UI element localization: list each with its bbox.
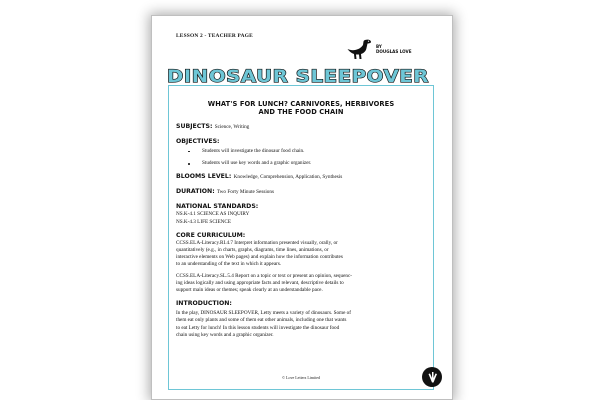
byline-by: BY xyxy=(376,44,382,49)
core-p1-line: to an understanding of the text in which it appears. xyxy=(176,260,282,267)
core-p2-line: ing ideas logically and using appropriate facts and relevant, descriptive details to xyxy=(176,280,344,287)
subjects-value: Science, Writing xyxy=(214,124,250,130)
core-p2-line: CCSS.ELA-Literacy.SL.5.4 Report on a topic or text or present an opinion, sequenc- xyxy=(176,273,352,280)
standard-item: NS.K-4.1 SCIENCE AS INQUIRY xyxy=(176,211,250,218)
dinosaur-sleepover-title-banner xyxy=(160,65,436,87)
core-curriculum-label: CORE CURRICULUM: xyxy=(176,231,246,239)
lesson-label: LESSON 2 - TEACHER PAGE xyxy=(176,33,253,39)
dinosaur-logo-icon xyxy=(347,38,377,60)
intro-line: to eat Letty for lunch! In this lesson students will investigate the dinosaur food xyxy=(176,324,340,331)
lesson-title-line-2: AND THE FOOD CHAIN xyxy=(258,108,344,116)
lesson-title-line-1: WHAT'S FOR LUNCH? CARNIVORES, HERBIVORES xyxy=(207,100,395,108)
introduction-section xyxy=(176,300,426,338)
objective-item: Students will use key words and a graphic organizer. xyxy=(186,160,426,167)
duration-row xyxy=(176,188,426,196)
standards-label: NATIONAL STANDARDS: xyxy=(176,203,259,211)
teacher-page-sheet xyxy=(152,16,452,399)
core-paragraph-1 xyxy=(176,240,426,268)
core-curriculum-section xyxy=(176,232,426,295)
core-p2-line: support main ideas or themes; speak clearly at an understandable pace. xyxy=(176,287,323,294)
lesson-title xyxy=(180,100,422,116)
subjects-label: SUBJECTS: xyxy=(176,123,213,130)
core-paragraph-2 xyxy=(176,273,426,294)
byline-author: DOUGLAS LOVE xyxy=(376,49,412,54)
objectives-list xyxy=(186,148,426,167)
lesson-content xyxy=(176,123,426,345)
standards-section xyxy=(176,203,426,225)
core-p1-line: interactive elements on Web pages) and explain how the information contributes xyxy=(176,253,343,260)
intro-line: them eat only plants and some of them eat other animals, including one that wants xyxy=(176,317,347,324)
intro-line: chain using key words and a graphic organizer. xyxy=(176,331,274,338)
duration-value: Two Forty Minute Sessions xyxy=(216,189,275,196)
dinosaur-footprint-icon xyxy=(421,366,443,388)
core-p1-line: CCSS.ELA-Literacy.RI.4.7 Interpret information presented visually, orally, or xyxy=(176,239,338,246)
byline xyxy=(376,44,416,54)
objectives-label: OBJECTIVES: xyxy=(176,138,220,146)
blooms-row xyxy=(176,173,426,181)
duration-label: DURATION: xyxy=(176,188,215,196)
copyright-footer: © Love Letters Limited xyxy=(281,375,321,380)
banner-title-text: DINOSAUR SLEEPOVER xyxy=(167,67,429,87)
standard-item: NS.K-4.3 LIFE SCIENCE xyxy=(176,218,232,225)
blooms-value: Knowledge, Comprehension, Application, Synthesis xyxy=(233,174,343,181)
objective-item: Students will investigate the dinosaur food chain. xyxy=(186,148,426,155)
intro-line: In the play, DINOSAUR SLEEPOVER, Letty meets a variety of dinosaurs. Some of xyxy=(176,310,352,317)
objectives-section xyxy=(176,138,426,167)
introduction-label: INTRODUCTION: xyxy=(176,300,232,308)
blooms-label: BLOOMS LEVEL: xyxy=(176,173,232,181)
subjects-row xyxy=(176,123,426,131)
core-p1-line: quantitatively (e.g., in charts, graphs, diagrams, time lines, animations, or xyxy=(176,246,329,253)
